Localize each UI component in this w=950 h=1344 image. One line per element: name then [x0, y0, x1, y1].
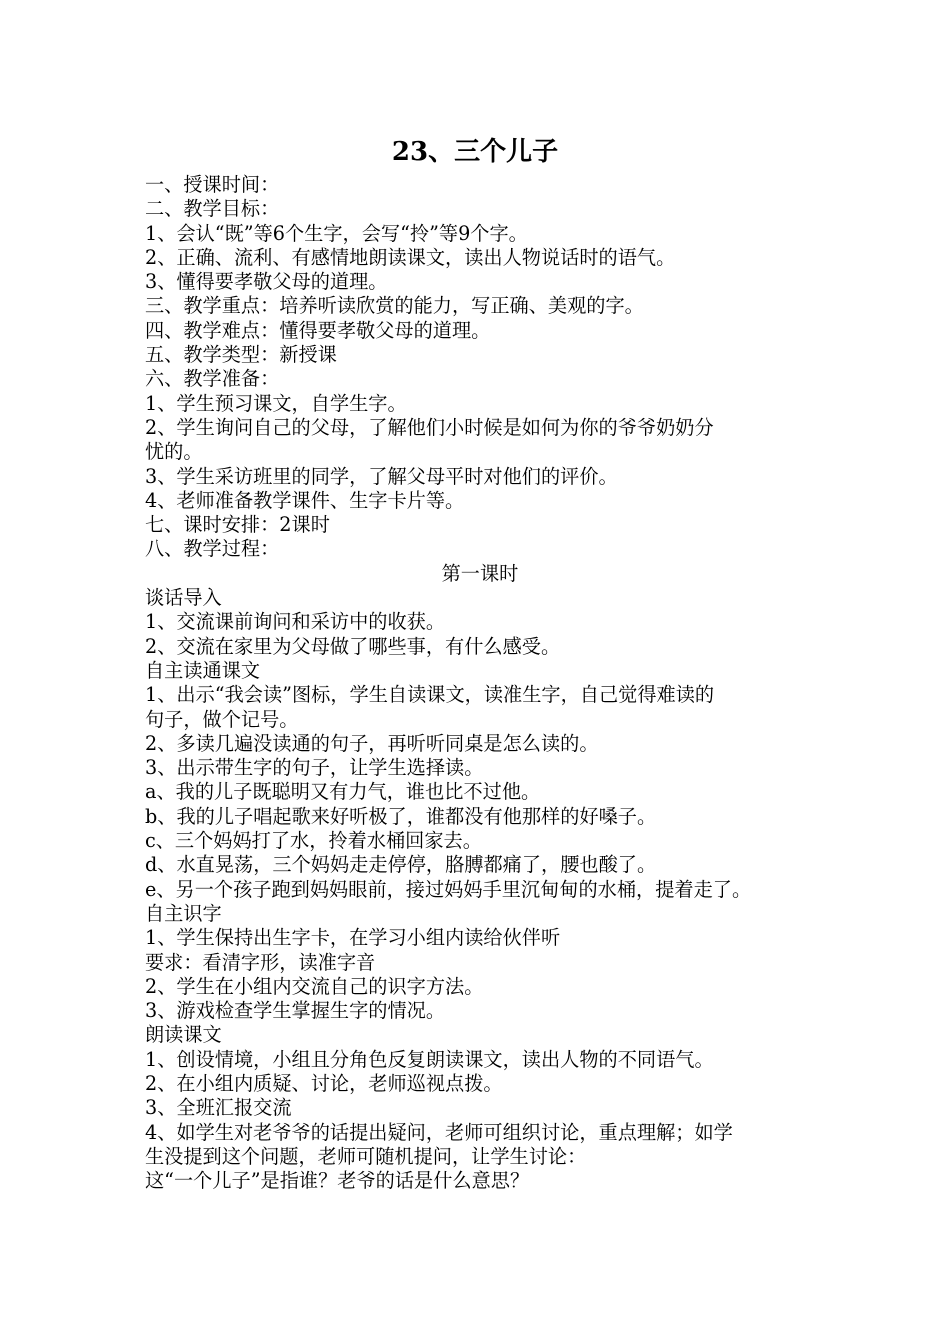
step-item: 2、交流在家里为父母做了哪些事，有什么感受。: [145, 634, 561, 658]
goal-item: 1、会认“既”等6个生字，会写“拎”等9个字。: [145, 221, 528, 245]
step-item-continued: 句子，做个记号。: [145, 707, 299, 731]
sentence-item: b、我的儿子唱起歌来好听极了，谁都没有他那样的好嗓子。: [145, 804, 657, 828]
step-item: 2、多读几遍没读通的句子，再听听同桌是怎么读的。: [145, 731, 599, 755]
preparation-item-continued: 忧的。: [145, 440, 203, 464]
subsection-heading: 自主识字: [145, 901, 222, 925]
section-difficulties: 四、教学难点：懂得要孝敬父母的道理。: [145, 318, 491, 342]
step-item: 3、全班汇报交流: [145, 1096, 292, 1120]
preparation-item: 3、学生采访班里的同学，了解父母平时对他们的评价。: [145, 464, 618, 488]
step-item: 1、出示“我会读”图标，学生自读课文，读准生字，自己觉得难读的: [145, 683, 715, 707]
preparation-item: 2、学生询问自己的父母，了解他们小时候是如何为你的爷爷奶奶分: [145, 415, 714, 439]
document-body: [145, 173, 835, 1193]
step-item-continued: 生没提到这个问题，老师可随机提问，让学生讨论：: [145, 1144, 587, 1168]
subsection-heading: 朗读课文: [145, 1023, 222, 1047]
document-title: 23、三个儿子: [391, 137, 559, 167]
sentence-item: a、我的儿子既聪明又有力气，谁也比不过他。: [145, 780, 541, 804]
goal-item: 3、懂得要孝敬父母的道理。: [145, 270, 388, 294]
step-requirement: 要求：看清字形，读准字音: [145, 950, 376, 974]
subsection-heading: 自主读通课文: [145, 658, 261, 682]
section-teaching-time: 一、授课时间：: [145, 173, 280, 196]
subsection-heading: 谈话导入: [145, 586, 222, 610]
lesson-heading: 第一课时: [441, 561, 519, 585]
step-item: 1、交流课前询问和采访中的收获。: [145, 610, 446, 634]
section-schedule: 七、课时安排：2课时: [145, 513, 330, 537]
step-item: 2、学生在小组内交流自己的识字方法。: [145, 974, 484, 998]
preparation-item: 1、学生预习课文，自学生字。: [145, 391, 407, 415]
step-item: 4、如学生对老爷爷的话提出疑问，老师可组织讨论，重点理解；如学: [145, 1120, 733, 1144]
step-item: 3、游戏检查学生掌握生字的情况。: [145, 999, 446, 1023]
discussion-question: 这“一个儿子”是指谁？老爷的话是什么意思？: [145, 1169, 530, 1193]
section-teaching-goals: 二、教学目标：: [145, 197, 280, 221]
step-item: 1、创设情境，小组且分角色反复朗读课文，读出人物的不同语气。: [145, 1047, 714, 1071]
step-item: 1、学生保持出生字卡，在学习小组内读给伙伴听: [145, 926, 561, 950]
goal-item: 2、正确、流利、有感情地朗读课文，读出人物说话时的语气。: [145, 245, 676, 269]
section-key-points: 三、教学重点：培养听读欣赏的能力，写正确、美观的字。: [145, 294, 644, 318]
section-lesson-type: 五、教学类型：新授课: [145, 343, 337, 367]
sentence-item: e、另一个孩子跑到妈妈眼前，接过妈妈手里沉甸甸的水桶，提着走了。: [145, 877, 752, 901]
section-process: 八、教学过程：: [145, 537, 280, 561]
sentence-item: c、三个妈妈打了水，拎着水桶回家去。: [145, 829, 482, 853]
step-item: 3、出示带生字的句子，让学生选择读。: [145, 756, 484, 780]
sentence-item: d、水直晃荡，三个妈妈走走停停，胳膊都痛了，腰也酸了。: [145, 853, 657, 877]
step-item: 2、在小组内质疑、讨论，老师巡视点拨。: [145, 1071, 503, 1095]
section-preparation: 六、教学准备：: [145, 367, 280, 391]
preparation-item: 4、老师准备教学课件、生字卡片等。: [145, 488, 465, 512]
